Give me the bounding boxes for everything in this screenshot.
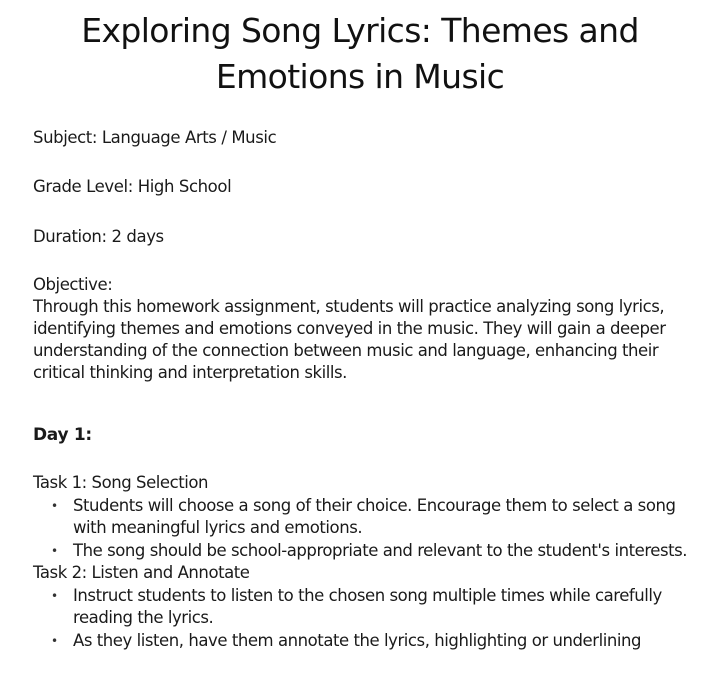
day-1-heading: Day 1: [33, 425, 92, 445]
grade-level-line: Grade Level: High School [33, 177, 232, 196]
list-item: • The song should be school-appropriate and relevant to the student's interests. [73, 540, 713, 563]
list-item: • As they listen, have them annotate the lyrics, highlighting or underlining [73, 630, 713, 653]
objective-label: Objective: [33, 275, 113, 294]
objective-text: Through this homework assignment, students will practice analyzing song lyrics, identifying themes and emotions conveyed in the music. They will gain a deeper understanding of the connection between music and language, enhancing their critical thinking and interpretation skills. [33, 297, 666, 382]
task-2-title: Task 2: Listen and Annotate [33, 563, 250, 582]
list-item: • Instruct students to listen to the chosen song multiple times while carefully reading the lyrics. [73, 585, 713, 630]
objective-section [33, 274, 703, 384]
title-line-1: Exploring Song Lyrics: Themes and [81, 11, 639, 50]
document-title [0, 8, 720, 100]
task-1-title: Task 1: Song Selection [33, 473, 209, 492]
duration-line: Duration: 2 days [33, 227, 164, 246]
list-item: • Students will choose a song of their choice. Encourage them to select a song with meaningful lyrics and emotions. [73, 495, 713, 540]
subject-line: Subject: Language Arts / Music [33, 128, 277, 147]
tasks-section [33, 472, 713, 652]
title-line-2: Emotions in Music [215, 57, 505, 96]
task-1-bullets [33, 495, 713, 563]
task-2-bullets [33, 585, 713, 653]
